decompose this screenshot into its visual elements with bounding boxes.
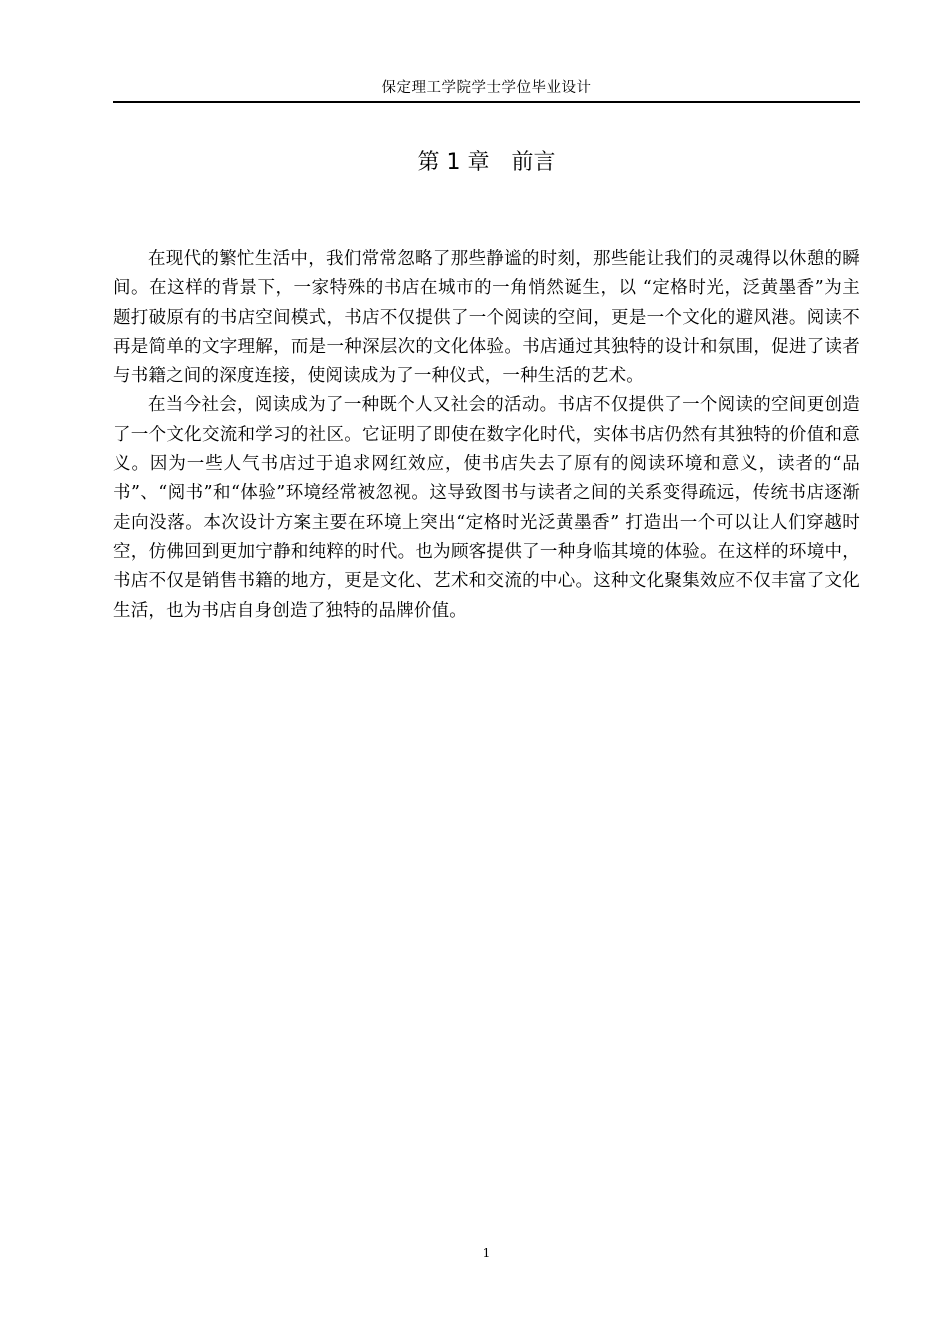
paragraph-1: 在现代的繁忙生活中，我们常常忽略了那些静谧的时刻，那些能让我们的灵魂得以休憩的瞬间。在这样的背景下，一家特殊的书店在城市的一角悄然诞生，以 “定格时光，泛黄墨香”为主题打破原有的书店空间模式，书店不仅提供了一个阅读的空间，更是一个文化的避风港。阅读不再是简单的文字理解，而是一种深层次的文化体验。书店通过其独特的设计和氛围，促进了读者与书籍之间的深度连接，使阅读成为了一种仪式，一种生活的艺术。 <box>113 249 860 387</box>
header-divider <box>113 101 860 103</box>
paragraph-2: 在当今社会，阅读成为了一种既个人又社会的活动。书店不仅提供了一个阅读的空间更创造了一个文化交流和学习的社区。它证明了即使在数字化时代，实体书店仍然有其独特的价值和意义。因为一些人气书店过于追求网红效应，使书店失去了原有的阅读环境和意义，读者的“品书”、“阅书”和“体验”环境经常被忽视。这导致图书与读者之间的关系变得疏远，传统书店逐渐走向没落。本次设计方案主要在环境上突出“定格时光泛黄墨香” 打造出一个可以让人们穿越时空，仿佛回到更加宁静和纯粹的时代。也为顾客提供了一种身临其境的体验。在这样的环境中，书店不仅是销售书籍的地方，更是文化、艺术和交流的中心。这种文化聚集效应不仅丰富了文化生活，也为书店自身创造了独特的品牌价值。 <box>113 395 860 621</box>
chapter-title: 第 1 章 前言 <box>417 150 556 175</box>
body-text <box>113 245 860 626</box>
running-header: 保定理工学院学士学位毕业设计 <box>381 80 592 96</box>
page-number: 1 <box>482 1246 491 1260</box>
